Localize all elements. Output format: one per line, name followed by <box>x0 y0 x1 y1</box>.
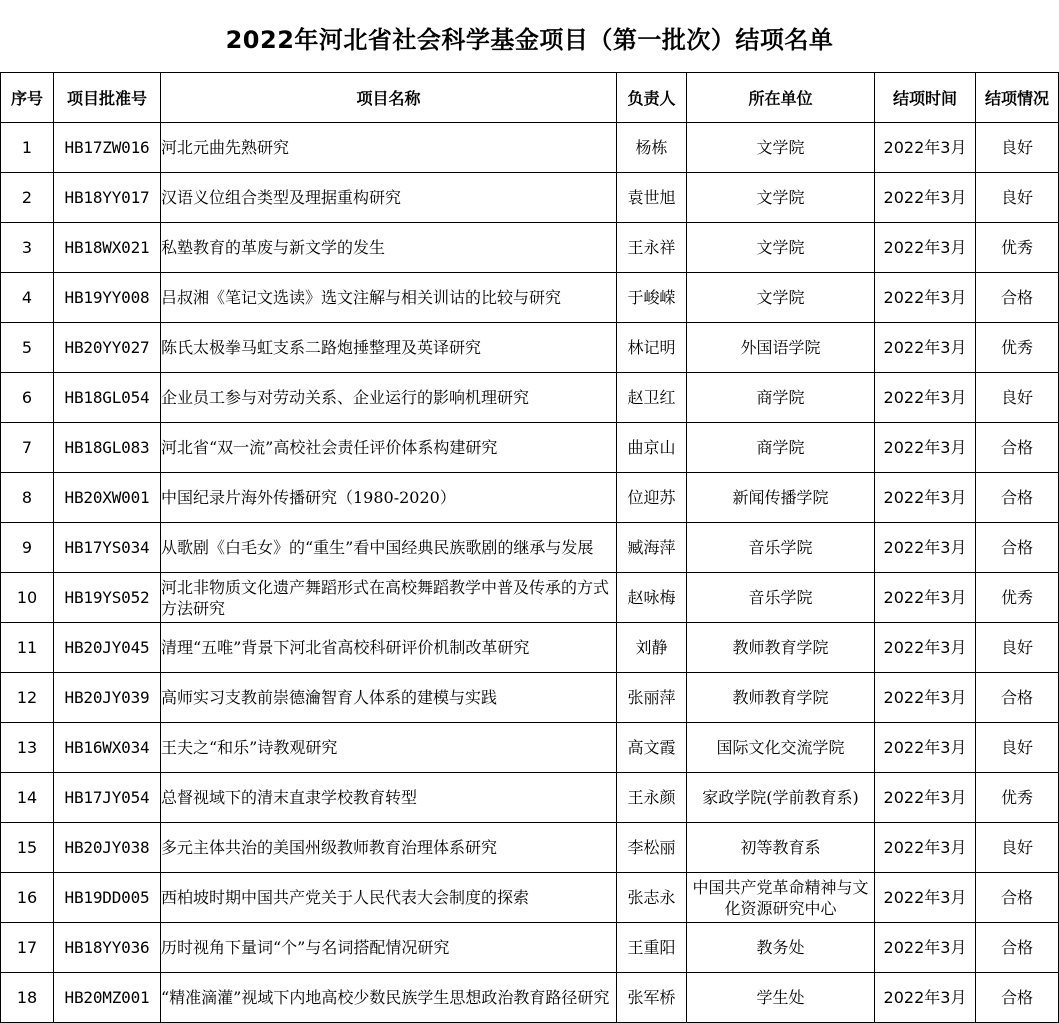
cell-result: 合格 <box>976 273 1059 323</box>
cell-project-name: 河北元曲先熟研究 <box>161 123 617 173</box>
cell-unit: 新闻传播学院 <box>687 473 875 523</box>
cell-project-name: 高师实习支教前崇德瀹智育人体系的建模与实践 <box>161 673 617 723</box>
cell-project-name: 从歌剧《白毛女》的“重生”看中国经典民族歌剧的继承与发展 <box>161 523 617 573</box>
page-title: 2022年河北省社会科学基金项目（第一批次）结项名单 <box>225 26 834 54</box>
cell-no: 12 <box>1 673 54 723</box>
cell-leader: 高文霞 <box>617 723 687 773</box>
column-header-unit: 所在单位 <box>687 73 875 123</box>
column-header-time: 结项时间 <box>875 73 976 123</box>
cell-project-name: 汉语义位组合类型及理据重构研究 <box>161 173 617 223</box>
table-row <box>1 223 1059 273</box>
cell-result: 良好 <box>976 623 1059 673</box>
table-row <box>1 623 1059 673</box>
cell-result: 良好 <box>976 123 1059 173</box>
cell-code: HB20JY039 <box>54 673 161 723</box>
cell-time: 2022年3月 <box>875 523 976 573</box>
cell-leader: 赵咏梅 <box>617 573 687 623</box>
cell-unit: 文学院 <box>687 173 875 223</box>
cell-project-name: 企业员工参与对劳动关系、企业运行的影响机理研究 <box>161 373 617 423</box>
cell-no: 8 <box>1 473 54 523</box>
cell-unit: 音乐学院 <box>687 523 875 573</box>
cell-result: 优秀 <box>976 223 1059 273</box>
cell-unit: 教师教育学院 <box>687 673 875 723</box>
cell-code: HB19YY008 <box>54 273 161 323</box>
cell-unit: 文学院 <box>687 223 875 273</box>
column-header-result: 结项情况 <box>976 73 1059 123</box>
cell-no: 11 <box>1 623 54 673</box>
cell-result: 合格 <box>976 923 1059 973</box>
table-row <box>1 273 1059 323</box>
cell-unit: 初等教育系 <box>687 823 875 873</box>
table-row <box>1 773 1059 823</box>
cell-no: 15 <box>1 823 54 873</box>
cell-no: 13 <box>1 723 54 773</box>
cell-project-name: 陈氏太极拳马虹支系二路炮捶整理及英译研究 <box>161 323 617 373</box>
cell-code: HB19DD005 <box>54 873 161 923</box>
table-row <box>1 823 1059 873</box>
cell-project-name: “精准滴灌”视域下内地高校少数民族学生思想政治教育路径研究 <box>161 973 617 1023</box>
cell-project-name: 河北省“双一流”高校社会责任评价体系构建研究 <box>161 423 617 473</box>
cell-result: 良好 <box>976 173 1059 223</box>
cell-result: 合格 <box>976 473 1059 523</box>
cell-project-name: 西柏坡时期中国共产党关于人民代表大会制度的探索 <box>161 873 617 923</box>
cell-unit: 音乐学院 <box>687 573 875 623</box>
cell-time: 2022年3月 <box>875 423 976 473</box>
cell-result: 合格 <box>976 423 1059 473</box>
cell-project-name: 河北非物质文化遗产舞蹈形式在高校舞蹈教学中普及传承的方式方法研究 <box>161 573 617 623</box>
cell-leader: 张志永 <box>617 873 687 923</box>
table-row <box>1 123 1059 173</box>
cell-code: HB18YY036 <box>54 923 161 973</box>
cell-code: HB19YS052 <box>54 573 161 623</box>
cell-result: 合格 <box>976 673 1059 723</box>
cell-code: HB17JY054 <box>54 773 161 823</box>
cell-time: 2022年3月 <box>875 673 976 723</box>
cell-project-name: 王夫之“和乐”诗教观研究 <box>161 723 617 773</box>
cell-code: HB18GL054 <box>54 373 161 423</box>
cell-unit: 中国共产党革命精神与文化资源研究中心 <box>687 873 875 923</box>
cell-unit: 商学院 <box>687 423 875 473</box>
table-row <box>1 873 1059 923</box>
cell-code: HB20JY038 <box>54 823 161 873</box>
column-header-leader: 负责人 <box>617 73 687 123</box>
results-table <box>0 72 1059 1023</box>
cell-project-name: 多元主体共治的美国州级教师教育治理体系研究 <box>161 823 617 873</box>
cell-time: 2022年3月 <box>875 873 976 923</box>
cell-time: 2022年3月 <box>875 723 976 773</box>
cell-unit: 文学院 <box>687 123 875 173</box>
cell-code: HB18WX021 <box>54 223 161 273</box>
cell-time: 2022年3月 <box>875 823 976 873</box>
cell-project-name: 清理“五唯”背景下河北省高校科研评价机制改革研究 <box>161 623 617 673</box>
cell-no: 18 <box>1 973 54 1023</box>
cell-code: HB20YY027 <box>54 323 161 373</box>
cell-result: 良好 <box>976 373 1059 423</box>
cell-result: 合格 <box>976 523 1059 573</box>
column-header-code: 项目批准号 <box>54 73 161 123</box>
cell-unit: 外国语学院 <box>687 323 875 373</box>
cell-no: 16 <box>1 873 54 923</box>
cell-project-name: 吕叔湘《笔记文选读》选文注解与相关训诂的比较与研究 <box>161 273 617 323</box>
cell-no: 5 <box>1 323 54 373</box>
cell-code: HB18YY017 <box>54 173 161 223</box>
cell-project-name: 历时视角下量词“个”与名词搭配情况研究 <box>161 923 617 973</box>
cell-no: 1 <box>1 123 54 173</box>
cell-no: 4 <box>1 273 54 323</box>
cell-result: 良好 <box>976 723 1059 773</box>
cell-no: 9 <box>1 523 54 573</box>
cell-leader: 王永颜 <box>617 773 687 823</box>
cell-time: 2022年3月 <box>875 373 976 423</box>
cell-leader: 赵卫红 <box>617 373 687 423</box>
cell-leader: 于峻嵘 <box>617 273 687 323</box>
cell-no: 2 <box>1 173 54 223</box>
table-row <box>1 673 1059 723</box>
cell-code: HB17YS034 <box>54 523 161 573</box>
cell-code: HB20XW001 <box>54 473 161 523</box>
cell-leader: 刘静 <box>617 623 687 673</box>
cell-code: HB16WX034 <box>54 723 161 773</box>
cell-time: 2022年3月 <box>875 273 976 323</box>
cell-time: 2022年3月 <box>875 223 976 273</box>
cell-result: 合格 <box>976 973 1059 1023</box>
cell-unit: 教师教育学院 <box>687 623 875 673</box>
cell-result: 优秀 <box>976 323 1059 373</box>
table-row <box>1 523 1059 573</box>
cell-leader: 臧海萍 <box>617 523 687 573</box>
cell-time: 2022年3月 <box>875 473 976 523</box>
table-row <box>1 473 1059 523</box>
table-row <box>1 373 1059 423</box>
cell-project-name: 中国纪录片海外传播研究（1980-2020） <box>161 473 617 523</box>
cell-time: 2022年3月 <box>875 123 976 173</box>
cell-leader: 王重阳 <box>617 923 687 973</box>
header-row <box>1 73 1059 123</box>
cell-unit: 学生处 <box>687 973 875 1023</box>
cell-time: 2022年3月 <box>875 973 976 1023</box>
cell-code: HB17ZW016 <box>54 123 161 173</box>
cell-code: HB20MZ001 <box>54 973 161 1023</box>
cell-result: 良好 <box>976 823 1059 873</box>
cell-time: 2022年3月 <box>875 623 976 673</box>
cell-leader: 杨栋 <box>617 123 687 173</box>
cell-no: 3 <box>1 223 54 273</box>
cell-result: 合格 <box>976 873 1059 923</box>
cell-unit: 国际文化交流学院 <box>687 723 875 773</box>
table-row <box>1 423 1059 473</box>
cell-leader: 李松丽 <box>617 823 687 873</box>
cell-leader: 曲京山 <box>617 423 687 473</box>
cell-leader: 王永祥 <box>617 223 687 273</box>
cell-result: 优秀 <box>976 773 1059 823</box>
cell-no: 10 <box>1 573 54 623</box>
table-row <box>1 173 1059 223</box>
column-header-name: 项目名称 <box>161 73 617 123</box>
cell-unit: 文学院 <box>687 273 875 323</box>
cell-result: 优秀 <box>976 573 1059 623</box>
cell-time: 2022年3月 <box>875 923 976 973</box>
cell-leader: 张丽萍 <box>617 673 687 723</box>
cell-time: 2022年3月 <box>875 323 976 373</box>
cell-leader: 张军桥 <box>617 973 687 1023</box>
cell-leader: 位迎苏 <box>617 473 687 523</box>
cell-unit: 家政学院(学前教育系) <box>687 773 875 823</box>
cell-time: 2022年3月 <box>875 773 976 823</box>
cell-leader: 袁世旭 <box>617 173 687 223</box>
table-row <box>1 723 1059 773</box>
cell-time: 2022年3月 <box>875 573 976 623</box>
cell-no: 6 <box>1 373 54 423</box>
table-row <box>1 573 1059 623</box>
cell-code: HB18GL083 <box>54 423 161 473</box>
cell-project-name: 私塾教育的革废与新文学的发生 <box>161 223 617 273</box>
cell-no: 7 <box>1 423 54 473</box>
cell-unit: 商学院 <box>687 373 875 423</box>
table-row <box>1 923 1059 973</box>
table-row <box>1 973 1059 1023</box>
cell-no: 14 <box>1 773 54 823</box>
cell-unit: 教务处 <box>687 923 875 973</box>
table-body <box>1 123 1059 1023</box>
column-header-no: 序号 <box>1 73 54 123</box>
cell-code: HB20JY045 <box>54 623 161 673</box>
table-row <box>1 323 1059 373</box>
cell-leader: 林记明 <box>617 323 687 373</box>
cell-project-name: 总督视域下的清末直隶学校教育转型 <box>161 773 617 823</box>
cell-no: 17 <box>1 923 54 973</box>
cell-time: 2022年3月 <box>875 173 976 223</box>
